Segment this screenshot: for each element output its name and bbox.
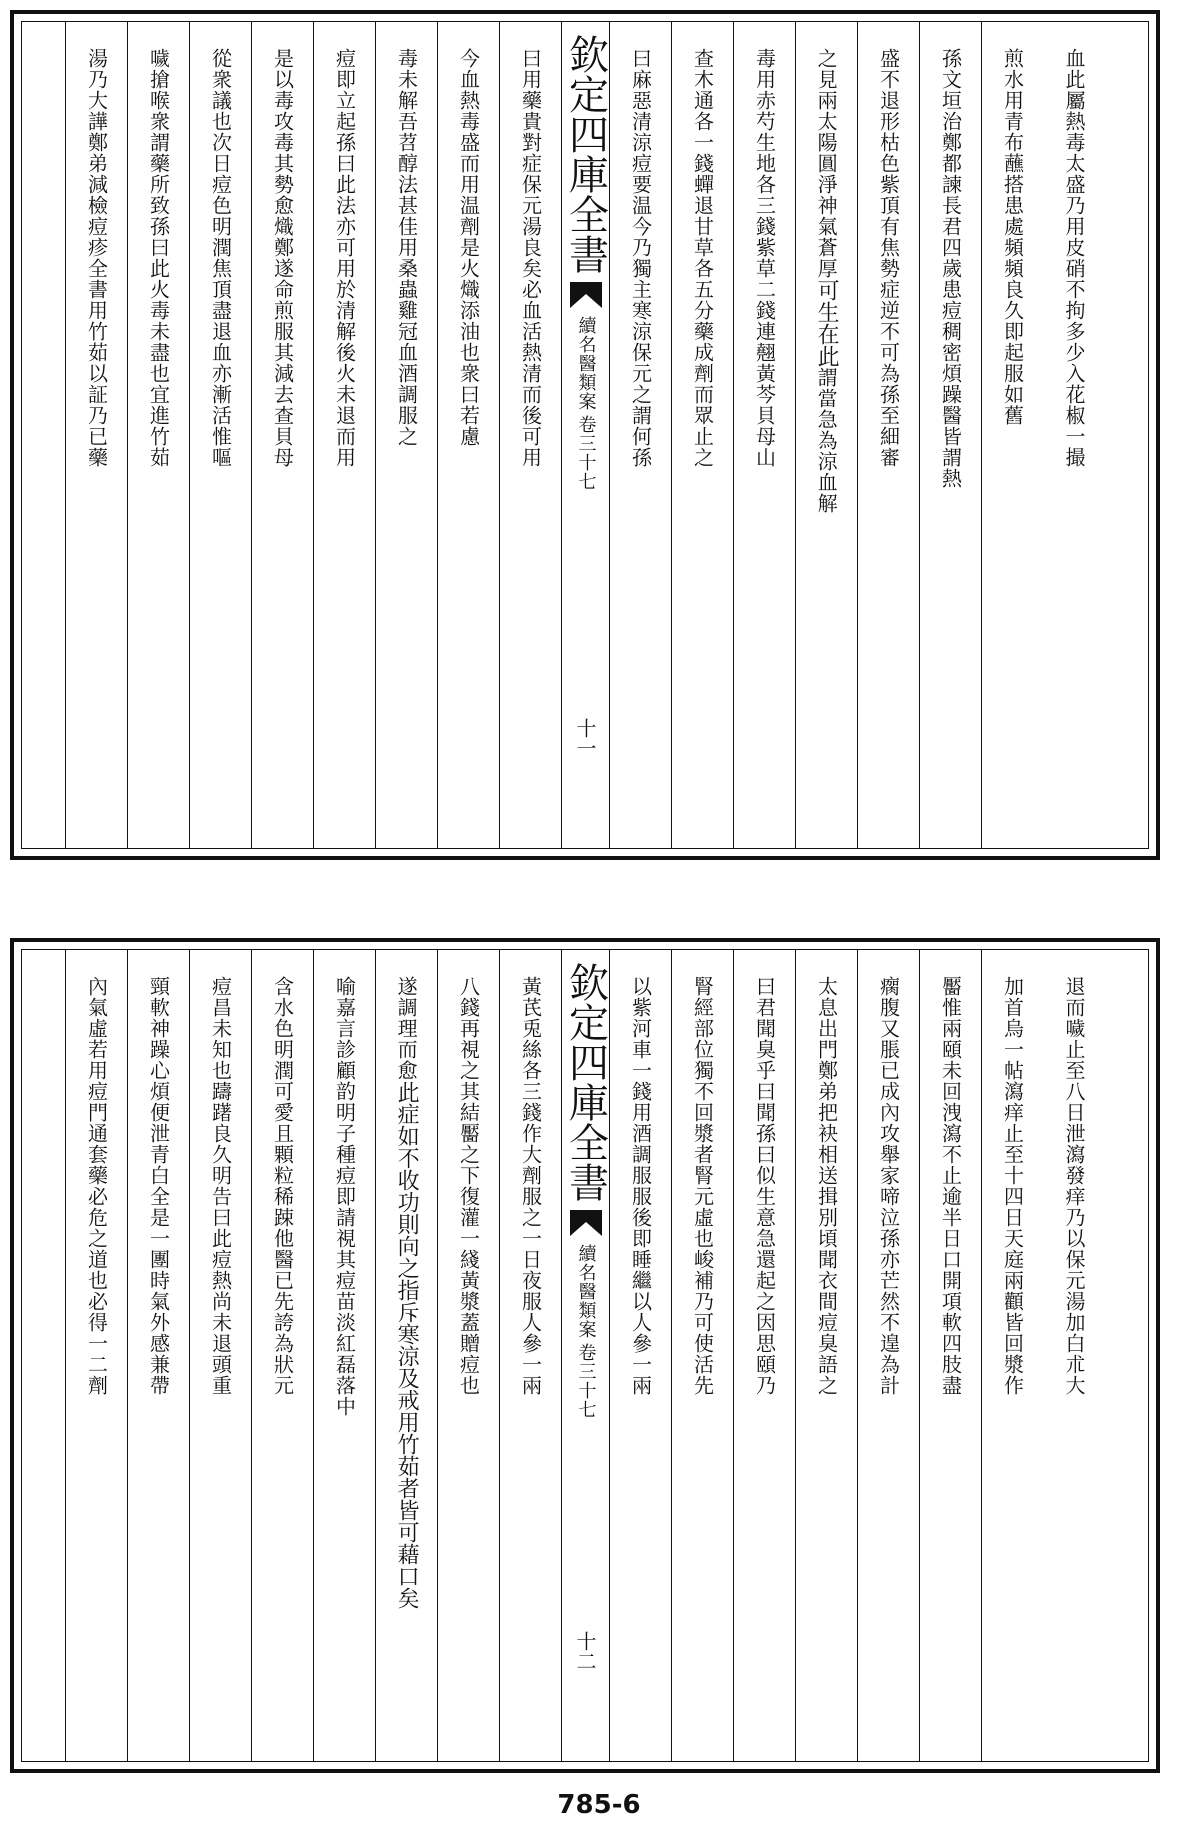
main-text: 八錢再視之其結靨之下復灌一綫黃漿蓋贈痘也 (456, 976, 481, 1396)
column-text (84, 950, 109, 1761)
main-text: 頸軟神躁心煩便泄青白全是一團時氣外感兼帶 (146, 976, 171, 1396)
main-text: 噦搶喉衆謂藥所致孫曰此火毒未盡也宜進竹茹 (146, 48, 171, 468)
main-text: 湯乃大譁鄭弟減檢痘疹全書用竹茹以証乃已藥 (84, 48, 109, 468)
text-column (65, 22, 127, 848)
page-reference: 785-6 (557, 1790, 641, 1820)
main-text: 孫文垣治鄭都諫長君四歲患痘稠密煩躁醫皆謂熱 (938, 48, 963, 489)
main-text: 含水色明潤可愛且顆粒稀踈他醫已先誇為狀元 (270, 976, 295, 1396)
main-text: 喻嘉言診顧䪨明子種痘即請視其痘苗淡紅磊落中 (332, 976, 357, 1417)
column-text (752, 22, 777, 848)
annotation-note: 此症如不收功則向之指斥寒涼及戒用竹茹者皆可藉口矣 (394, 1081, 420, 1609)
main-text: 從衆議也次日痘色明潤焦頂盡退血亦漸活惟嘔 (208, 48, 233, 468)
column-text (518, 22, 543, 848)
column-text (814, 22, 839, 848)
main-text-continued: 謂當急為涼血解 (814, 367, 839, 514)
column-text (332, 22, 357, 848)
column-text (208, 950, 233, 1761)
text-column (1043, 22, 1105, 848)
main-text: 今血熱毒盛而用温劑是火熾添油也衆曰若慮 (456, 48, 481, 447)
text-column (857, 22, 919, 848)
text-column (981, 950, 1043, 1761)
main-text: 是以毒攻毒其勢愈熾鄭遂命煎服其減去查貝母 (270, 48, 295, 468)
text-column (189, 950, 251, 1761)
bottom-page-panel (10, 938, 1160, 1773)
text-column (189, 22, 251, 848)
work-title: 續名醫類案 (575, 316, 597, 411)
work-title: 續名醫類案 (575, 1244, 597, 1339)
column-text (456, 22, 481, 848)
text-column (251, 22, 313, 848)
main-text: 痘昌未知也躊躇良久明告曰此痘熱尚未退頭重 (208, 976, 233, 1396)
text-column (733, 950, 795, 1761)
main-text: 以紫河車一錢用酒調服服後即睡繼以人參一兩 (628, 976, 653, 1396)
leaf-page-number: 十二 (573, 1631, 597, 1671)
column-text (146, 950, 171, 1761)
column-text (394, 22, 419, 848)
column-text (752, 950, 777, 1761)
column-text (876, 950, 901, 1761)
text-column (251, 950, 313, 1761)
text-column (733, 22, 795, 848)
column-text (814, 950, 839, 1761)
text-column (127, 22, 189, 848)
main-text: 退而噦止至八日泄瀉發痒乃以保元湯加白朮大 (1062, 976, 1086, 1396)
main-text: 煎水用青布蘸搭患處頻頻良久即起服如舊 (1000, 48, 1025, 426)
column-text (84, 22, 109, 848)
column-text (1064, 22, 1084, 848)
column-text (628, 950, 653, 1761)
text-column (1043, 950, 1105, 1761)
main-text: 黃芪兎絲各三錢作大劑服之一日夜服人參一兩 (518, 976, 543, 1396)
column-text (938, 950, 963, 1761)
text-column (671, 950, 733, 1761)
text-column (499, 22, 561, 848)
book-title: 欽定四庫全書 (562, 34, 609, 274)
bottom-page-frame (21, 949, 1149, 1762)
main-text: 痘即立起孫曰此法亦可用於清解後火未退而用 (332, 48, 357, 468)
text-column (437, 22, 499, 848)
main-text: 毒用赤芍生地各三錢紫草二錢連翹黃芩貝母山 (752, 48, 777, 468)
column-text (456, 950, 481, 1761)
main-text: 太息出門鄭弟把袂相送揖別頃聞衣間痘臭語之 (814, 976, 839, 1396)
text-column (127, 950, 189, 1761)
fishtail-ornament-icon (568, 280, 604, 310)
column-text (146, 22, 171, 848)
column-text (628, 22, 653, 848)
main-text: 腎經部位獨不回漿者腎元虛也峻補乃可使活先 (690, 976, 715, 1396)
column-text (690, 950, 715, 1761)
column-text (394, 950, 419, 1761)
main-text: 曰君聞臭乎曰聞孫曰似生意急還起之因思頤乃 (752, 976, 777, 1396)
text-column (671, 22, 733, 848)
text-column (609, 22, 671, 848)
text-column (65, 950, 127, 1761)
main-text: 毒未解吾苕醇法甚佳用桑蟲雞冠血酒調服之 (394, 48, 419, 447)
column-text (1000, 950, 1025, 1761)
text-column (313, 22, 375, 848)
text-column (313, 950, 375, 1761)
main-text: 內氣虛若用痘門通套藥必危之道也必得一二劑 (84, 976, 109, 1396)
center-fold-column (561, 22, 609, 848)
top-page-panel (10, 10, 1160, 860)
annotation-note: 可生在此 (814, 279, 840, 367)
main-text: 遂調理而愈 (394, 976, 419, 1081)
volume-label: 卷三十七 (575, 1343, 597, 1419)
fishtail-ornament-icon (568, 1208, 604, 1238)
column-text (690, 22, 715, 848)
main-text: 瘸腹又脹已成內攻舉家啼泣孫亦芒然不遑為計 (876, 976, 901, 1396)
column-text (270, 22, 295, 848)
main-text: 靨惟兩頤未回洩瀉不止逾半日口開項軟四肢盡 (938, 976, 963, 1396)
main-text: 盛不退形枯色紫頂有焦勢症逆不可為孫至細審 (876, 48, 901, 468)
text-column (609, 950, 671, 1761)
column-text (518, 950, 543, 1761)
column-text (208, 22, 233, 848)
main-text: 加首烏一帖瀉痒止至十四日天庭兩顴皆回漿作 (1000, 976, 1025, 1396)
main-text: 之見兩太陽圓淨神氣蒼厚 (814, 48, 839, 279)
text-column (375, 950, 437, 1761)
column-text (270, 950, 295, 1761)
main-text: 曰用藥貴對症保元湯良矣必血活熱清而後可用 (518, 48, 543, 468)
column-text (876, 22, 901, 848)
volume-label: 卷三十七 (575, 415, 597, 491)
leaf-page-number: 十一 (573, 718, 597, 758)
text-column (437, 950, 499, 1761)
text-column (375, 22, 437, 848)
text-column (857, 950, 919, 1761)
top-page-frame (21, 21, 1149, 849)
main-text: 查木通各一錢蟬退甘草各五分藥成劑而眾止之 (690, 48, 715, 468)
column-text (332, 950, 357, 1761)
book-title: 欽定四庫全書 (562, 962, 609, 1202)
main-text: 曰麻惡清涼痘要温今乃獨主寒涼保元之謂何孫 (628, 48, 653, 468)
column-text (1000, 22, 1025, 848)
text-column (981, 22, 1043, 848)
column-text (1064, 950, 1084, 1761)
text-column (499, 950, 561, 1761)
main-text: 血此屬熱毒太盛乃用皮硝不拘多少入花椒一撮 (1062, 48, 1086, 468)
text-column (919, 22, 981, 848)
text-column (795, 22, 857, 848)
text-column (919, 950, 981, 1761)
center-fold-column (561, 950, 609, 1761)
column-text (938, 22, 963, 848)
text-column (795, 950, 857, 1761)
